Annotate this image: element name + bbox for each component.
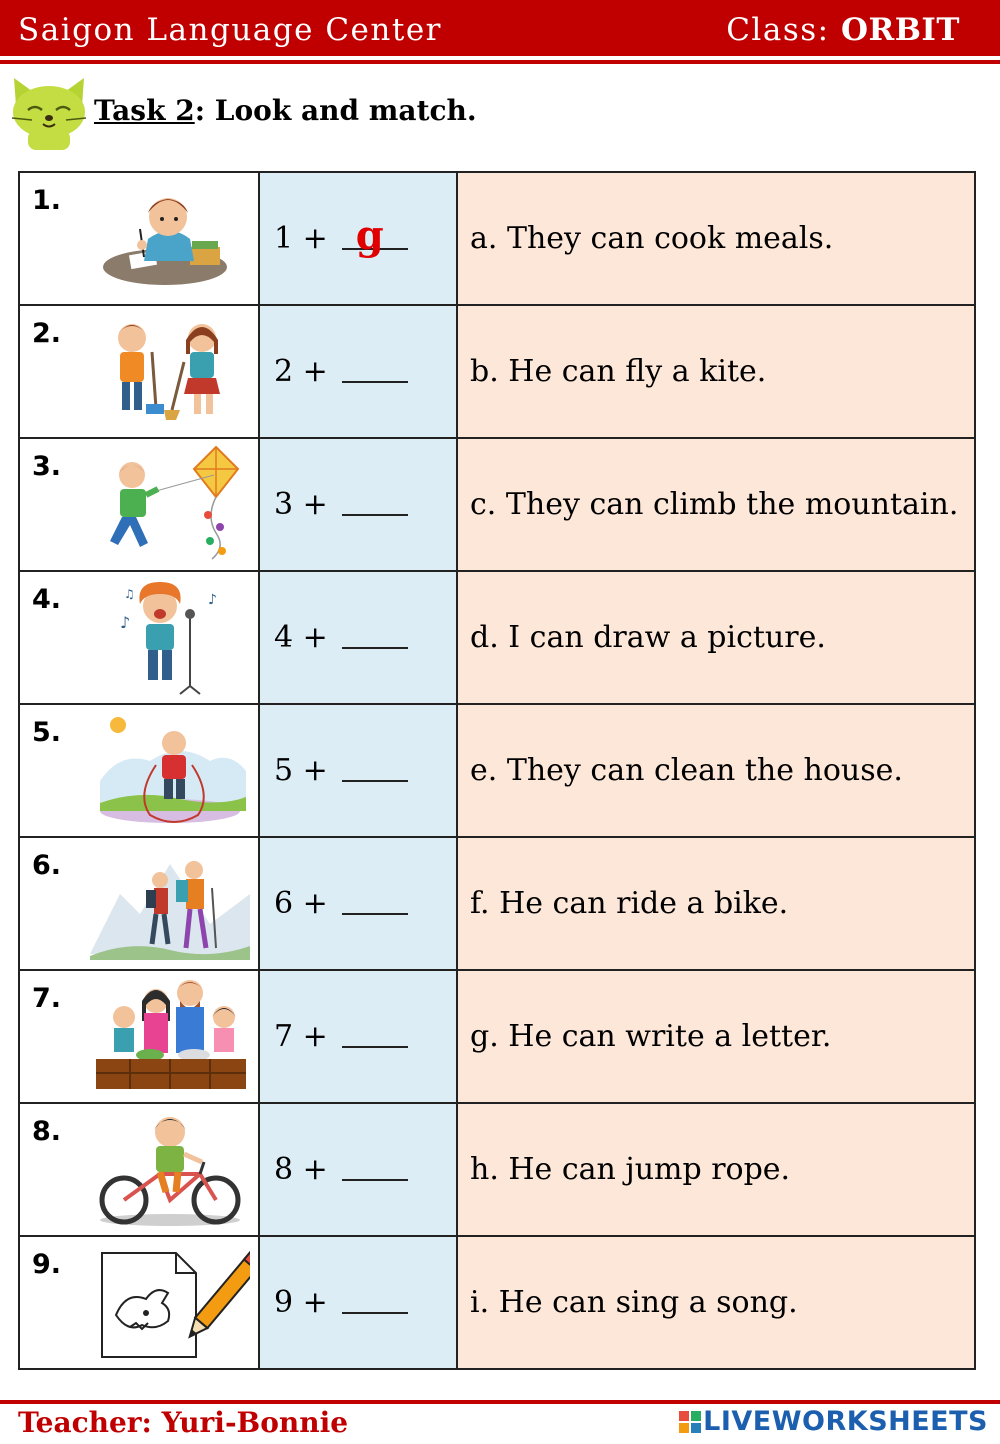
- option-cell: [457, 438, 975, 571]
- match-label: 7 +: [274, 1019, 328, 1054]
- brand-logo[interactable]: [679, 1406, 988, 1437]
- class-value: ORBIT: [840, 12, 960, 48]
- match-cell: [259, 1103, 457, 1236]
- answer-blank[interactable]: [342, 355, 408, 383]
- option-text: f. He can ride a bike.: [470, 885, 789, 921]
- boy-riding-bike-picture: [90, 1110, 250, 1228]
- matching-table: [18, 171, 976, 1370]
- match-label: 2 +: [274, 354, 328, 389]
- option-text: i. He can sing a song.: [470, 1284, 798, 1320]
- answer-blank[interactable]: [342, 1020, 408, 1048]
- picture-cell: [19, 704, 259, 837]
- option-cell: [457, 305, 975, 438]
- table-row: [19, 1103, 975, 1236]
- answer-blank[interactable]: [342, 488, 408, 516]
- match-cell: [259, 571, 457, 704]
- match-cell: [259, 1236, 457, 1369]
- table-row: [19, 837, 975, 970]
- table-row: [19, 1236, 975, 1369]
- option-text: b. He can fly a kite.: [470, 353, 767, 389]
- family-cooking-picture: [90, 977, 250, 1095]
- match-cell: [259, 172, 457, 305]
- class-label: Class:: [726, 12, 830, 48]
- cat-mascot-icon: [8, 76, 90, 150]
- match-cell: [259, 438, 457, 571]
- match-cell: [259, 970, 457, 1103]
- task-heading: [94, 94, 477, 127]
- row-number: 3.: [32, 451, 62, 482]
- boy-jumping-rope-picture: [90, 711, 250, 829]
- row-number: 7.: [32, 983, 62, 1014]
- option-cell: [457, 172, 975, 305]
- table-row: [19, 970, 975, 1103]
- option-text: g. He can write a letter.: [470, 1018, 832, 1054]
- match-label: 6 +: [274, 886, 328, 921]
- school-name: Saigon Language Center: [18, 12, 442, 48]
- brand-name: LIVEWORKSHEETS: [703, 1406, 988, 1437]
- boy-writing-letter-picture: [90, 179, 250, 297]
- option-cell: [457, 704, 975, 837]
- answer-blank[interactable]: [342, 212, 408, 259]
- table-row: [19, 305, 975, 438]
- answer-text: g: [355, 212, 384, 259]
- option-cell: [457, 1103, 975, 1236]
- match-label: 5 +: [274, 753, 328, 788]
- answer-blank[interactable]: [342, 1153, 408, 1181]
- answer-blank[interactable]: [342, 621, 408, 649]
- boy-singing-picture: [90, 578, 250, 696]
- row-number: 4.: [32, 584, 62, 615]
- class-info: [726, 12, 960, 48]
- match-label: 4 +: [274, 620, 328, 655]
- svg-text:♪: ♪: [120, 613, 131, 632]
- match-label: 1 +: [274, 221, 328, 256]
- match-cell: [259, 305, 457, 438]
- option-text: d. I can draw a picture.: [470, 619, 826, 655]
- option-cell: [457, 1236, 975, 1369]
- picture-cell: [19, 1103, 259, 1236]
- task-label: Task 2: [94, 94, 195, 127]
- teacher-name: Teacher: Yuri-Bonnie: [18, 1406, 349, 1439]
- svg-text:♫: ♫: [124, 587, 135, 601]
- option-text: e. They can clean the house.: [470, 752, 903, 788]
- picture-cell: [19, 305, 259, 438]
- table-row: [19, 438, 975, 571]
- picture-cell: [19, 438, 259, 571]
- option-cell: [457, 970, 975, 1103]
- picture-cell: [19, 172, 259, 305]
- hikers-climbing-picture: [90, 844, 250, 962]
- row-number: 6.: [32, 850, 62, 881]
- header-bar: [0, 0, 1000, 56]
- table-row: [19, 704, 975, 837]
- boy-flying-kite-picture: [90, 445, 250, 563]
- option-text: a. They can cook meals.: [470, 220, 834, 256]
- picture-cell: [19, 571, 259, 704]
- option-text: h. He can jump rope.: [470, 1151, 791, 1187]
- match-label: 9 +: [274, 1285, 328, 1320]
- option-text: c. They can climb the mountain.: [470, 486, 959, 522]
- svg-text:♪: ♪: [208, 592, 217, 608]
- row-number: 1.: [32, 185, 62, 216]
- match-label: 8 +: [274, 1152, 328, 1187]
- children-cleaning-picture: [90, 312, 250, 430]
- answer-blank[interactable]: [342, 887, 408, 915]
- picture-cell: [19, 970, 259, 1103]
- drawing-with-pencil-picture: [90, 1243, 250, 1361]
- row-number: 8.: [32, 1116, 62, 1147]
- header-divider: [0, 60, 1000, 64]
- option-cell: [457, 571, 975, 704]
- task-instruction: : Look and match.: [194, 94, 477, 127]
- match-cell: [259, 704, 457, 837]
- answer-blank[interactable]: [342, 754, 408, 782]
- match-label: 3 +: [274, 487, 328, 522]
- row-number: 9.: [32, 1249, 62, 1280]
- row-number: 2.: [32, 318, 62, 349]
- table-row: [19, 172, 975, 305]
- footer-divider: [0, 1400, 1000, 1404]
- picture-cell: [19, 1236, 259, 1369]
- table-row: [19, 571, 975, 704]
- picture-cell: [19, 837, 259, 970]
- liveworksheets-logo-icon: [679, 1411, 701, 1433]
- option-cell: [457, 837, 975, 970]
- row-number: 5.: [32, 717, 62, 748]
- match-cell: [259, 837, 457, 970]
- answer-blank[interactable]: [342, 1286, 408, 1314]
